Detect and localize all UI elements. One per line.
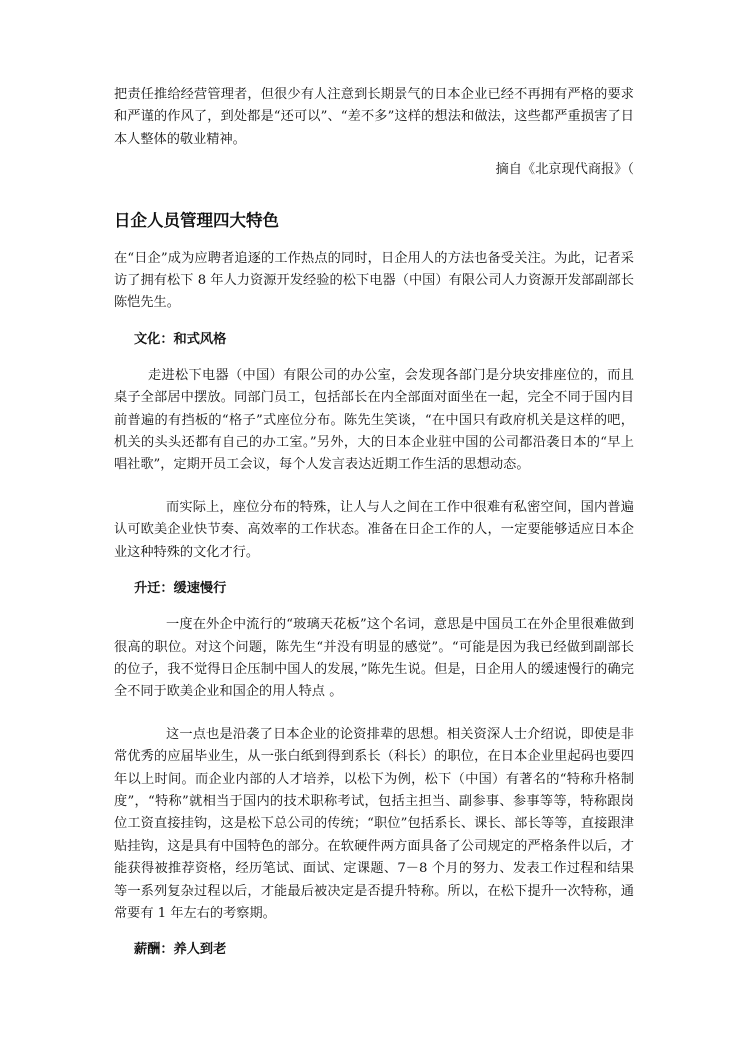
article-title: 日企人员管理四大特色 <box>114 210 279 230</box>
top-paragraph: 把责任推给经营管理者，但很少有人注意到长期景气的日本企业已经不再拥有严格的要求和严谨的作风了，到处都是“还可以”、“差不多”这样的想法和做法，这些都严重损害了日本人整体的敬业精神。 <box>114 87 634 147</box>
section-heading-promotion: 升迁：缓速慢行 <box>134 581 227 597</box>
source-line: 摘自《北京现代商报》（ <box>495 162 634 178</box>
promotion-paragraph-2: 这一点也是沿袭了日本企业的论资排辈的思想。相关资深人士介绍说，即使是非常优秀的应届毕业生，从一张白纸到得到系长（科长）的职位，在日本企业里起码也要四年以上时间。而企业内部的人才培养，以松下为例，松下（中国）有著名的“特称升格制度”，“特称”就相当于国内的技术职称考试，包括主担当、副参事、参事等等，特称跟岗位工资直接挂钩，这是松下总公司的传统；“职位”包括系长、课长、部长等等，直接跟津贴挂钩，这是具有中国特色的部分。在软硬件两方面具备了公司规定的严格条件以后，才能获得被推荐资格，经历笔试、面试、定课题、7－8 个月的努力、发表工作过程和结果等一系列复杂过程以后，才能最后被决定是否提升特称。所以，在松下提升一次特称，通常要有 1 年左右的考察期。 <box>114 726 634 921</box>
section-heading-salary: 薪酬：养人到老 <box>134 942 227 958</box>
culture-paragraph-2: 而实际上，座位分布的特殊，让人与人之间在工作中很难有私密空间，国内普遍认可欧美企业快节奏、高效率的工作状态。准备在日企工作的人，一定要能够适应日本企业这种特殊的文化才行。 <box>114 499 634 560</box>
intro-paragraph: 在“日企”成为应聘者追逐的工作热点的同时，日企用人的方法也备受关注。为此，记者采访了拥有松下 8 年人力资源开发经验的松下电器（中国）有限公司人力资源开发部副部长陈恺先生。 <box>114 250 634 311</box>
culture-paragraph-1: 走进松下电器（中国）有限公司的办公室，会发现各部门是分块安排座位的，而且桌子全部居中摆放。同部门员工，包括部长在内全部面对面坐在一起，完全不同于国内目前普遍的有挡板的“格子”式座位分布。陈先生笑谈，“在中国只有政府机关是这样的吧，机关的头头还都有自己的办工室。”另外，大的日本企业驻中国的公司都沿袭日本的“早上唱社歌”，定期开员工会议，每个人发言表达近期工作生活的思想动态。 <box>114 367 634 473</box>
promotion-paragraph-1: 一度在外企中流行的“玻璃天花板”这个名词，意思是中国员工在外企里很难做到很高的职位。对这个问题，陈先生“并没有明显的感觉”。“可能是因为我已经做到副部长的位子，我不觉得日企压制中国人的发展，”陈先生说。但是，日企用人的缓速慢行的确完全不同于欧美企业和国企的用人特点 。 <box>114 617 634 700</box>
section-heading-culture: 文化：和式风格 <box>134 331 227 347</box>
document-page <box>114 84 634 961</box>
